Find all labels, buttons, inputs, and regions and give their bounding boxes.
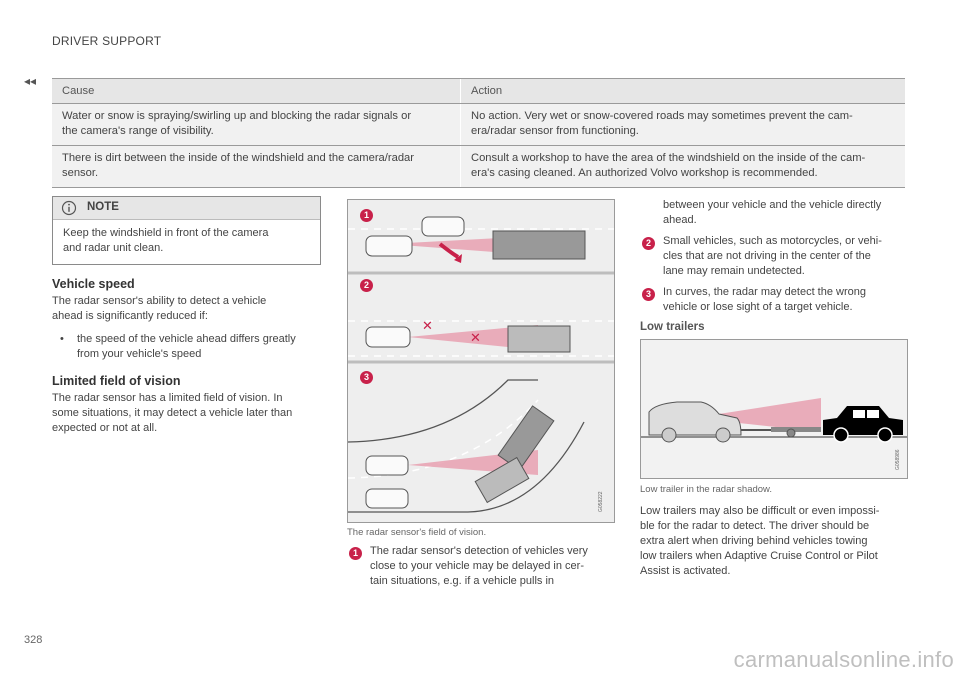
figure-code: G058222: [598, 491, 604, 512]
item-marker-2: 2: [642, 237, 655, 250]
figure2-caption: Low trailer in the radar shadow.: [640, 484, 773, 495]
low-trailer-illustration: [641, 340, 907, 478]
info-icon: [61, 200, 77, 216]
item-2-text: Small vehicles, such as motorcycles, or vehi- cles that are not driving in the center of the lane may remain undetected.: [663, 235, 882, 277]
item-3-text: In curves, the radar may detect the wrong vehicle or lose sight of a target vehicle.: [663, 286, 866, 313]
table-cell-action: No action. Very wet or snow-covered roads may sometimes prevent the cam- era/radar sensor from functioning.: [461, 104, 906, 146]
figure-marker-1: 1: [360, 209, 373, 222]
watermark: carmanualsonline.info: [733, 647, 954, 672]
bullet-marker: •: [60, 333, 64, 345]
limited-fov-heading: Limited field of vision: [52, 374, 181, 388]
table-cell-action: Consult a workshop to have the area of the windshield on the inside of the cam- era's casing cleaned. An authorized Volvo workshop is recommended.: [461, 146, 906, 188]
vehicle-speed-heading: Vehicle speed: [52, 277, 135, 291]
item-marker-3: 3: [642, 288, 655, 301]
table-row: [52, 104, 905, 146]
vehicle-speed-text: The radar sensor's ability to detect a vehicle ahead is significantly reduced if:: [52, 295, 267, 322]
table-header-action: Action: [461, 79, 906, 104]
table-cell-cause: There is dirt between the inside of the windshield and the camera/radar sensor.: [52, 146, 461, 188]
item-marker-1: 1: [349, 547, 362, 560]
note-box: [52, 196, 321, 265]
radar-field-of-vision-figure: [347, 199, 615, 523]
svg-text:✕: ✕: [470, 331, 481, 346]
item-1-text: The radar sensor's detection of vehicles very close to your vehicle may be delayed in cer- tain situations, e.g. if a vehicle pulls in: [370, 545, 588, 587]
low-trailer-figure: [640, 339, 908, 479]
radar-illustration: [348, 200, 614, 522]
low-trailers-text: Low trailers may also be difficult or even impossi- ble for the radar to detect. The driver should be extra alert when driving behind vehicles towing low trailers when Adaptive Cruise Control or Pilot Assist is activated.: [640, 505, 880, 577]
figure2-code: G058986: [895, 449, 901, 470]
continued-marker: ◂◂: [24, 74, 37, 88]
figure-marker-2: 2: [360, 279, 373, 292]
figure-marker-3: 3: [360, 371, 373, 384]
cause-action-table: [52, 78, 905, 188]
bullet-text: the speed of the vehicle ahead differs greatly from your vehicle's speed: [77, 333, 296, 360]
table-header-cause: Cause: [52, 79, 461, 104]
page-number: 328: [24, 634, 43, 646]
section-title: DRIVER SUPPORT: [52, 34, 162, 48]
note-text: Keep the windshield in front of the camera and radar unit clean.: [63, 227, 269, 254]
table-row: [52, 146, 905, 188]
item-1-text-continued: between your vehicle and the vehicle directly ahead.: [663, 199, 882, 226]
figure1-caption: The radar sensor's field of vision.: [347, 527, 487, 538]
note-title: NOTE: [87, 201, 119, 213]
table-cell-cause: Water or snow is spraying/swirling up and blocking the radar signals or the camera's range of visibility.: [52, 104, 461, 146]
low-trailers-heading: Low trailers: [640, 321, 705, 333]
note-header: [53, 197, 320, 220]
limited-fov-text: The radar sensor has a limited field of vision. In some situations, it may detect a vehicle later than expected or not at all.: [52, 392, 293, 434]
svg-text:✕: ✕: [422, 319, 433, 334]
